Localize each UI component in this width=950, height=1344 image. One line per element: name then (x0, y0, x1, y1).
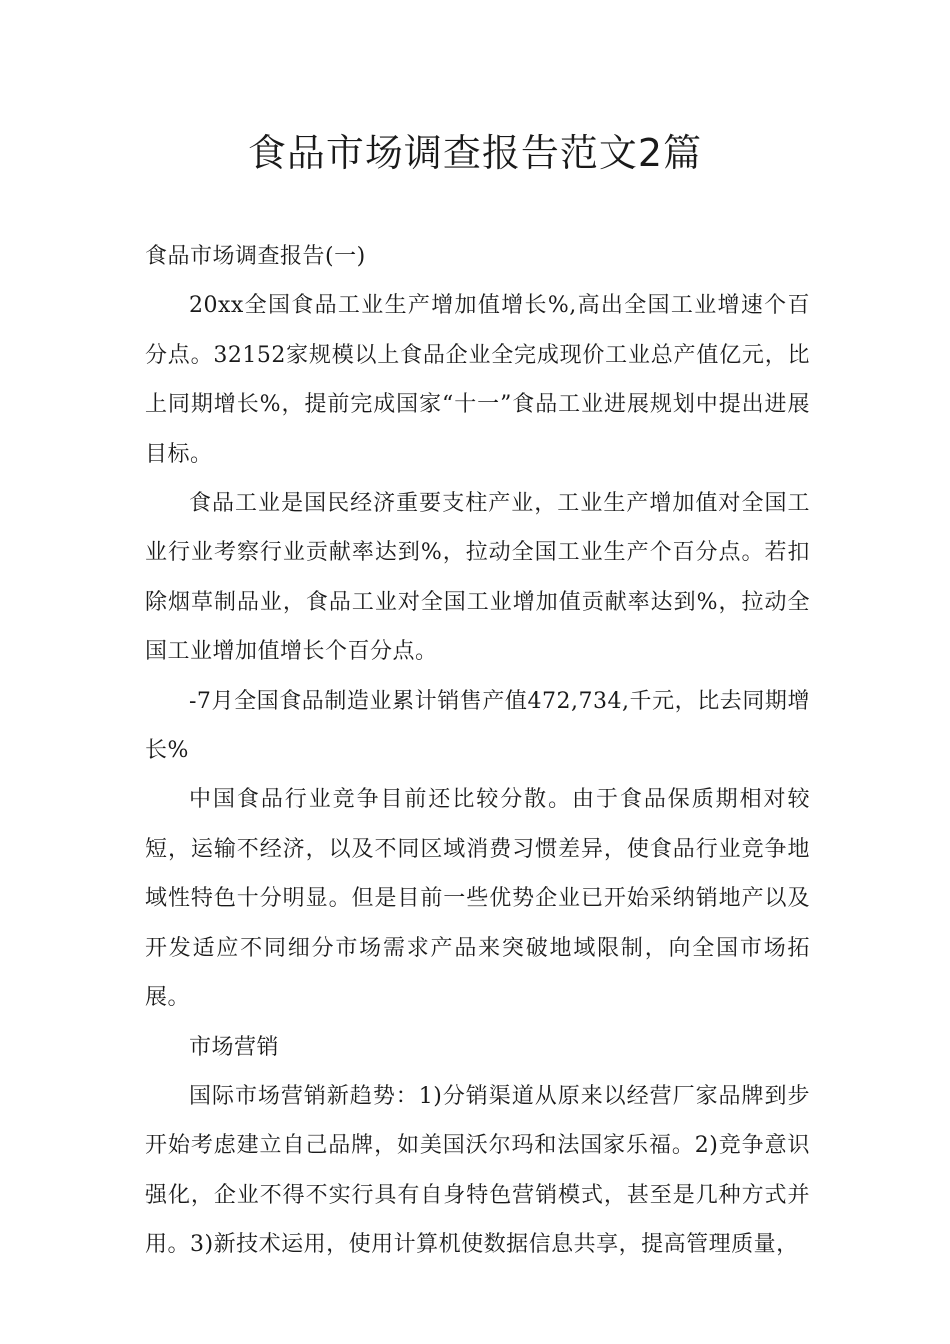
paragraph-industry-contribution: 食品工业是国民经济重要支柱产业，工业生产增加值对全国工业行业考察行业贡献率达到%，拉动全国工业生产个百分点。若扣除烟草制品业，食品工业对全国工业增加值贡献率达到%，拉动全国工业增加值增长个百分点。 (145, 491, 810, 665)
document-title: 食品市场调查报告范文2篇 (247, 131, 703, 175)
section-heading: 食品市场调查报告(一) (145, 244, 366, 269)
paragraph-sales-output: -7月全国食品制造业累计销售产值472,734,千元，比去同期增长% (145, 688, 810, 764)
paragraph-industry-growth: 20xx全国食品工业生产增加值增长%,高出全国工业增速个百分点。32152家规模以上食品企业全完成现价工业总产值亿元，比上同期增长%，提前完成国家“十一”食品工业进展规划中提出进展目标。 (145, 293, 810, 467)
paragraph-marketing-trends: 国际市场营销新趋势：1)分销渠道从原来以经营厂家品牌到步开始考虑建立自己品牌，如美国沃尔玛和法国家乐福。2)竞争意识强化，企业不得不实行具有自身特色营销模式，甚至是几种方式并用。3)新技术运用，使用计算机使数据信息共享，提高管理质量， (145, 1083, 810, 1258)
document-body (145, 232, 810, 1270)
paragraph-competition: 中国食品行业竞争目前还比较分散。由于食品保质期相对较短，运输不经济，以及不同区域消费习惯差异，使食品行业竞争地域性特色十分明显。但是目前一些优势企业已开始采纳销地产以及开发适应不同细分市场需求产品来突破地域限制，向全国市场拓展。 (145, 787, 810, 1011)
subheading-marketing: 市场营销 (189, 1034, 280, 1060)
